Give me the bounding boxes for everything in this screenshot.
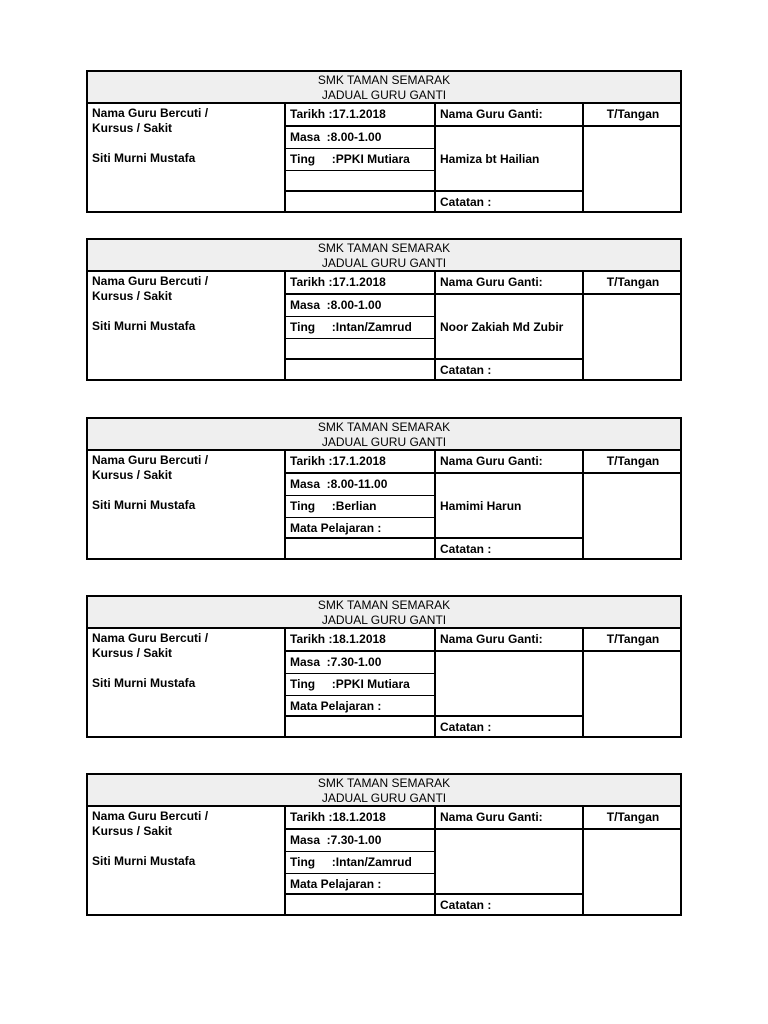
school-name: SMK TAMAN SEMARAK bbox=[317, 241, 451, 255]
divider bbox=[285, 293, 682, 295]
mata-pelajaran-field: Mata Pelajaran : bbox=[290, 699, 382, 713]
relief-teacher-name: Hamimi Harun bbox=[440, 499, 522, 513]
school-name: SMK TAMAN SEMARAK bbox=[317, 776, 451, 790]
signature-label: T/Tangan bbox=[606, 454, 660, 468]
absent-label-2: Kursus / Sakit bbox=[92, 121, 173, 135]
form-title: JADUAL GURU GANTI bbox=[321, 88, 447, 102]
relief-teacher-label: Nama Guru Ganti: bbox=[440, 454, 543, 468]
masa-field: Masa :7.30-1.00 bbox=[290, 655, 382, 669]
divider bbox=[285, 650, 682, 652]
form-grid bbox=[88, 272, 680, 379]
relief-form bbox=[86, 70, 682, 213]
divider bbox=[285, 472, 682, 474]
ting-field: Ting :Intan/Zamrud bbox=[290, 320, 412, 334]
masa-field: Masa :8.00-11.00 bbox=[290, 477, 388, 491]
form-title: JADUAL GURU GANTI bbox=[321, 256, 447, 270]
divider bbox=[285, 851, 434, 852]
divider bbox=[285, 537, 582, 539]
divider bbox=[434, 807, 436, 914]
absent-label-2: Kursus / Sakit bbox=[92, 289, 173, 303]
divider bbox=[285, 125, 682, 127]
divider bbox=[284, 104, 286, 211]
tarikh-field: Tarikh :18.1.2018 bbox=[290, 810, 386, 824]
relief-teacher-name: Noor Zakiah Md Zubir bbox=[440, 320, 564, 334]
masa-field: Masa :8.00-1.00 bbox=[290, 130, 382, 144]
catatan-label: Catatan : bbox=[440, 363, 492, 377]
catatan-label: Catatan : bbox=[440, 898, 492, 912]
absent-label-2: Kursus / Sakit bbox=[92, 468, 173, 482]
absent-teacher-block bbox=[92, 453, 282, 513]
school-name: SMK TAMAN SEMARAK bbox=[317, 420, 451, 434]
divider bbox=[285, 358, 582, 360]
signature-label: T/Tangan bbox=[606, 632, 660, 646]
divider bbox=[285, 893, 582, 895]
divider bbox=[434, 451, 436, 558]
ting-field: Ting :Intan/Zamrud bbox=[290, 855, 412, 869]
tarikh-field: Tarikh :17.1.2018 bbox=[290, 107, 386, 121]
form-title: JADUAL GURU GANTI bbox=[321, 613, 447, 627]
absent-teacher-block bbox=[92, 106, 282, 166]
form-header bbox=[88, 419, 680, 451]
absent-label-1: Nama Guru Bercuti / bbox=[92, 631, 209, 645]
divider bbox=[285, 170, 434, 171]
form-header bbox=[88, 597, 680, 629]
absent-teacher-name: Siti Murni Mustafa bbox=[92, 151, 196, 165]
absent-label-1: Nama Guru Bercuti / bbox=[92, 274, 209, 288]
divider bbox=[285, 338, 434, 339]
catatan-label: Catatan : bbox=[440, 720, 492, 734]
form-grid bbox=[88, 629, 680, 736]
divider bbox=[285, 148, 434, 149]
ting-field: Ting :PPKI Mutiara bbox=[290, 677, 410, 691]
absent-label-2: Kursus / Sakit bbox=[92, 824, 173, 838]
relief-teacher-name: Hamiza bt Hailian bbox=[440, 152, 540, 166]
masa-field: Masa :8.00-1.00 bbox=[290, 298, 382, 312]
relief-teacher-label: Nama Guru Ganti: bbox=[440, 275, 543, 289]
divider bbox=[285, 695, 434, 696]
relief-form bbox=[86, 417, 682, 560]
divider bbox=[434, 272, 436, 379]
form-title: JADUAL GURU GANTI bbox=[321, 435, 447, 449]
form-grid bbox=[88, 451, 680, 558]
divider bbox=[284, 807, 286, 914]
absent-teacher-name: Siti Murni Mustafa bbox=[92, 676, 196, 690]
divider bbox=[284, 272, 286, 379]
divider bbox=[285, 517, 434, 518]
catatan-label: Catatan : bbox=[440, 195, 492, 209]
divider bbox=[285, 828, 682, 830]
masa-field: Masa :7.30-1.00 bbox=[290, 833, 382, 847]
absent-label-1: Nama Guru Bercuti / bbox=[92, 809, 209, 823]
relief-teacher-label: Nama Guru Ganti: bbox=[440, 810, 543, 824]
divider bbox=[284, 629, 286, 736]
relief-teacher-label: Nama Guru Ganti: bbox=[440, 107, 543, 121]
absent-teacher-name: Siti Murni Mustafa bbox=[92, 319, 196, 333]
divider bbox=[434, 629, 436, 736]
absent-teacher-block bbox=[92, 809, 282, 869]
form-header bbox=[88, 775, 680, 807]
relief-form bbox=[86, 238, 682, 381]
mata-pelajaran-field: Mata Pelajaran : bbox=[290, 877, 382, 891]
divider bbox=[285, 316, 434, 317]
mata-pelajaran-field: Mata Pelajaran : bbox=[290, 521, 382, 535]
absent-teacher-block bbox=[92, 631, 282, 691]
school-name: SMK TAMAN SEMARAK bbox=[317, 73, 451, 87]
divider bbox=[284, 451, 286, 558]
signature-label: T/Tangan bbox=[606, 275, 660, 289]
divider bbox=[285, 673, 434, 674]
form-grid bbox=[88, 104, 680, 211]
relief-form bbox=[86, 773, 682, 916]
absent-label-1: Nama Guru Bercuti / bbox=[92, 106, 209, 120]
tarikh-field: Tarikh :17.1.2018 bbox=[290, 275, 386, 289]
absent-teacher-name: Siti Murni Mustafa bbox=[92, 854, 196, 868]
absent-label-1: Nama Guru Bercuti / bbox=[92, 453, 209, 467]
absent-teacher-block bbox=[92, 274, 282, 334]
divider bbox=[434, 104, 436, 211]
signature-label: T/Tangan bbox=[606, 810, 660, 824]
ting-field: Ting :PPKI Mutiara bbox=[290, 152, 410, 166]
relief-teacher-label: Nama Guru Ganti: bbox=[440, 632, 543, 646]
ting-field: Ting :Berlian bbox=[290, 499, 377, 513]
school-name: SMK TAMAN SEMARAK bbox=[317, 598, 451, 612]
relief-form bbox=[86, 595, 682, 738]
divider bbox=[285, 495, 434, 496]
catatan-label: Catatan : bbox=[440, 542, 492, 556]
signature-label: T/Tangan bbox=[606, 107, 660, 121]
form-header bbox=[88, 240, 680, 272]
divider bbox=[285, 873, 434, 874]
form-header bbox=[88, 72, 680, 104]
divider bbox=[285, 715, 582, 717]
tarikh-field: Tarikh :17.1.2018 bbox=[290, 454, 386, 468]
absent-label-2: Kursus / Sakit bbox=[92, 646, 173, 660]
divider bbox=[285, 190, 582, 192]
tarikh-field: Tarikh :18.1.2018 bbox=[290, 632, 386, 646]
absent-teacher-name: Siti Murni Mustafa bbox=[92, 498, 196, 512]
form-grid bbox=[88, 807, 680, 914]
form-title: JADUAL GURU GANTI bbox=[321, 791, 447, 805]
